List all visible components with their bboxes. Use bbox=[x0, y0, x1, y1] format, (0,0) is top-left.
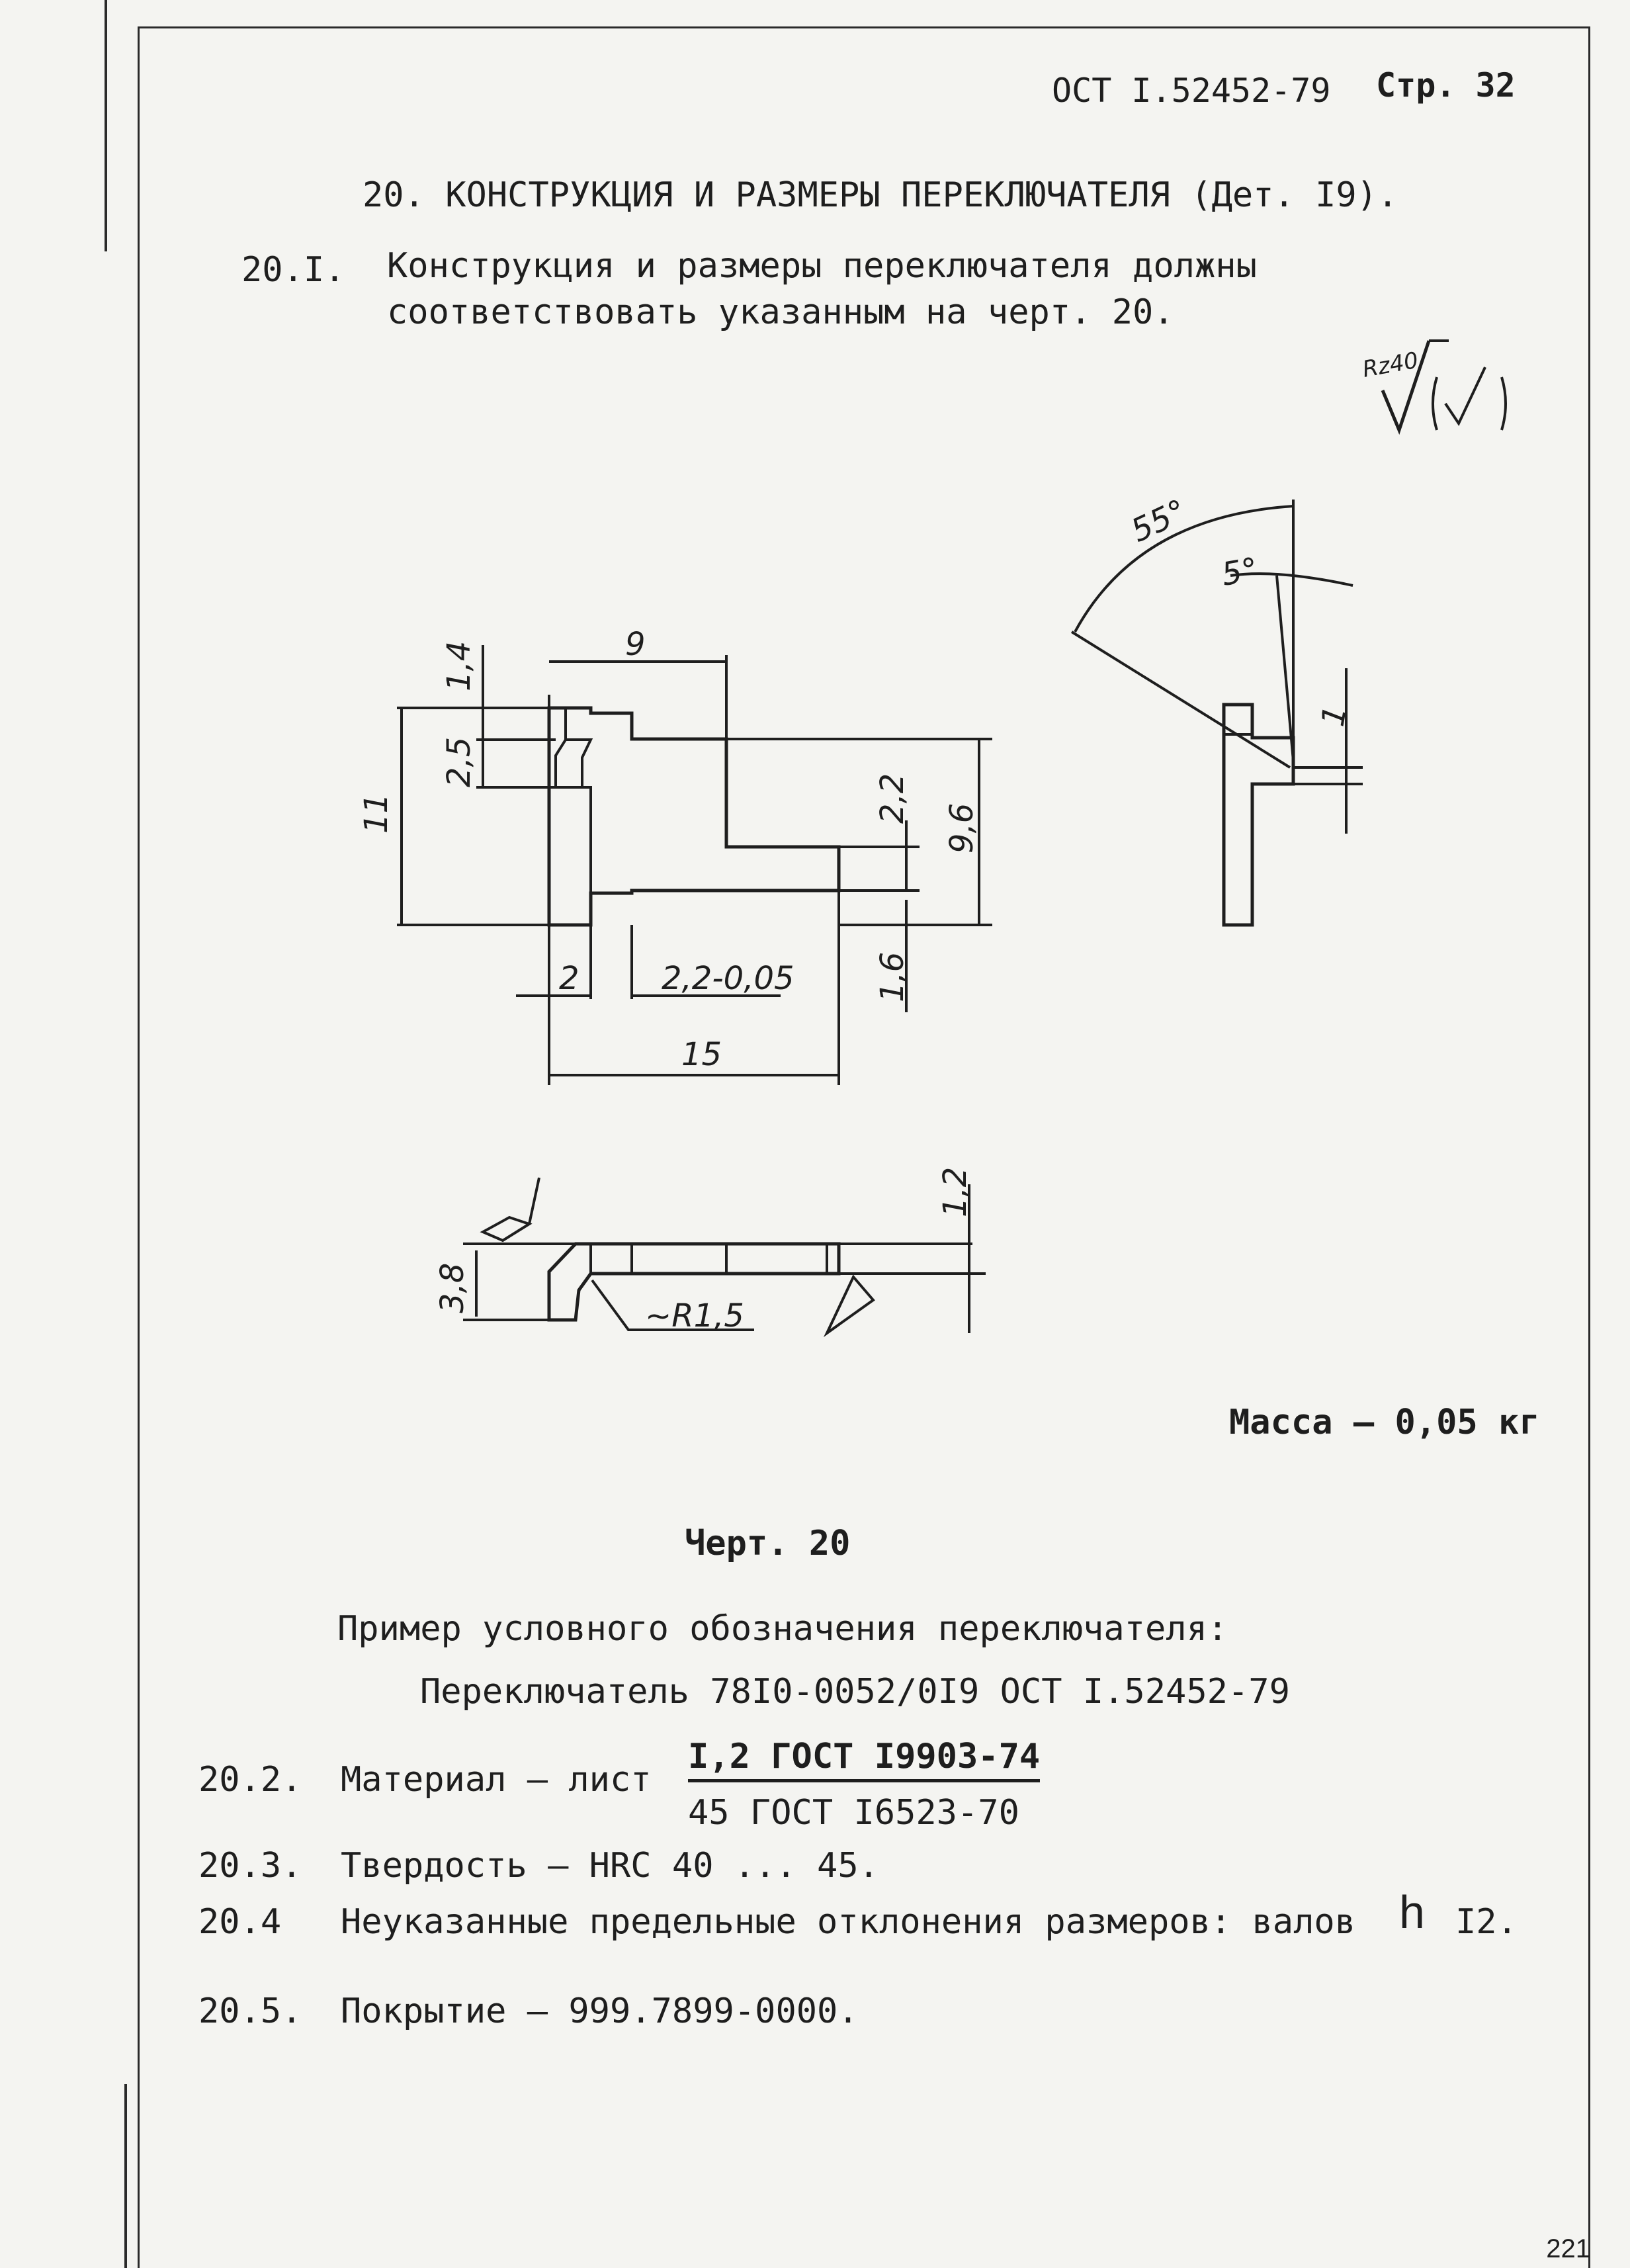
roughness-label: Rz40 bbox=[1360, 347, 1421, 383]
drawing-caption: Черт. 20 bbox=[685, 1524, 851, 1563]
item-text: Покрытие – 999.7899-0000. bbox=[341, 1991, 859, 2031]
dim-11: 11 bbox=[358, 793, 395, 834]
dim-9: 9 bbox=[625, 626, 646, 663]
item-number: 20.5. bbox=[198, 1991, 302, 2031]
section-title: 20. КОНСТРУКЦИЯ И РАЗМЕРЫ ПЕРЕКЛЮЧАТЕЛЯ (Дет. I9). bbox=[363, 175, 1398, 215]
mass-label: Масса – 0,05 кг bbox=[1229, 1403, 1540, 1442]
dim-15: 15 bbox=[681, 1036, 722, 1073]
tolerance-grade: I2. bbox=[1455, 1902, 1518, 1942]
page-number: 221 bbox=[1546, 2234, 1590, 2263]
item-text: Неуказанные предельные отклонения размеров: валов bbox=[341, 1902, 1356, 1942]
dim-2-5: 2,5 bbox=[441, 736, 478, 787]
dim-2-2-tolerance: 2,2-0,05 bbox=[662, 960, 794, 997]
item-number: 20.2. bbox=[198, 1760, 302, 1800]
angle-5: 5° bbox=[1219, 550, 1261, 593]
binding-line bbox=[124, 2084, 127, 2268]
standard-number: ОСТ I.52452-79 bbox=[1052, 71, 1331, 110]
tolerance-letter: h bbox=[1399, 1886, 1425, 1938]
dim-1-4: 1,4 bbox=[441, 640, 478, 691]
dim-1-6: 1,6 bbox=[874, 951, 911, 1002]
paragraph-number: 20.I. bbox=[241, 250, 345, 290]
angle-55: 55° bbox=[1125, 492, 1193, 550]
item-text: Твердость – HRC 40 ... 45. bbox=[341, 1846, 879, 1886]
dim-2: 2 bbox=[559, 960, 579, 997]
dim-9-6: 9,6 bbox=[943, 803, 980, 853]
designation-title: Пример условного обозначения переключателя: bbox=[337, 1609, 1228, 1649]
paragraph-text: соответствовать указанным на черт. 20. bbox=[387, 292, 1174, 332]
radius-1-5: ~R1,5 bbox=[645, 1297, 744, 1334]
page-label: Стр. 32 bbox=[1376, 66, 1516, 105]
dim-1: 1 bbox=[1314, 703, 1355, 730]
dim-2-2: 2,2 bbox=[874, 773, 911, 824]
item-number: 20.3. bbox=[198, 1846, 302, 1886]
paragraph-text: Конструкция и размеры переключателя должны bbox=[387, 246, 1257, 286]
item-label: Материал – лист bbox=[341, 1760, 652, 1800]
dim-3-8: 3,8 bbox=[434, 1262, 471, 1313]
dim-1-2: 1,2 bbox=[937, 1166, 974, 1217]
material-spec-bottom: 45 ГОСТ I6523-70 bbox=[688, 1793, 1019, 1833]
material-spec-top: I,2 ГОСТ I9903-74 bbox=[688, 1737, 1040, 1776]
item-number: 20.4 bbox=[198, 1902, 282, 1942]
designation-example: Переключатель 78I0-0052/0I9 ОСТ I.52452-79 bbox=[420, 1672, 1290, 1712]
